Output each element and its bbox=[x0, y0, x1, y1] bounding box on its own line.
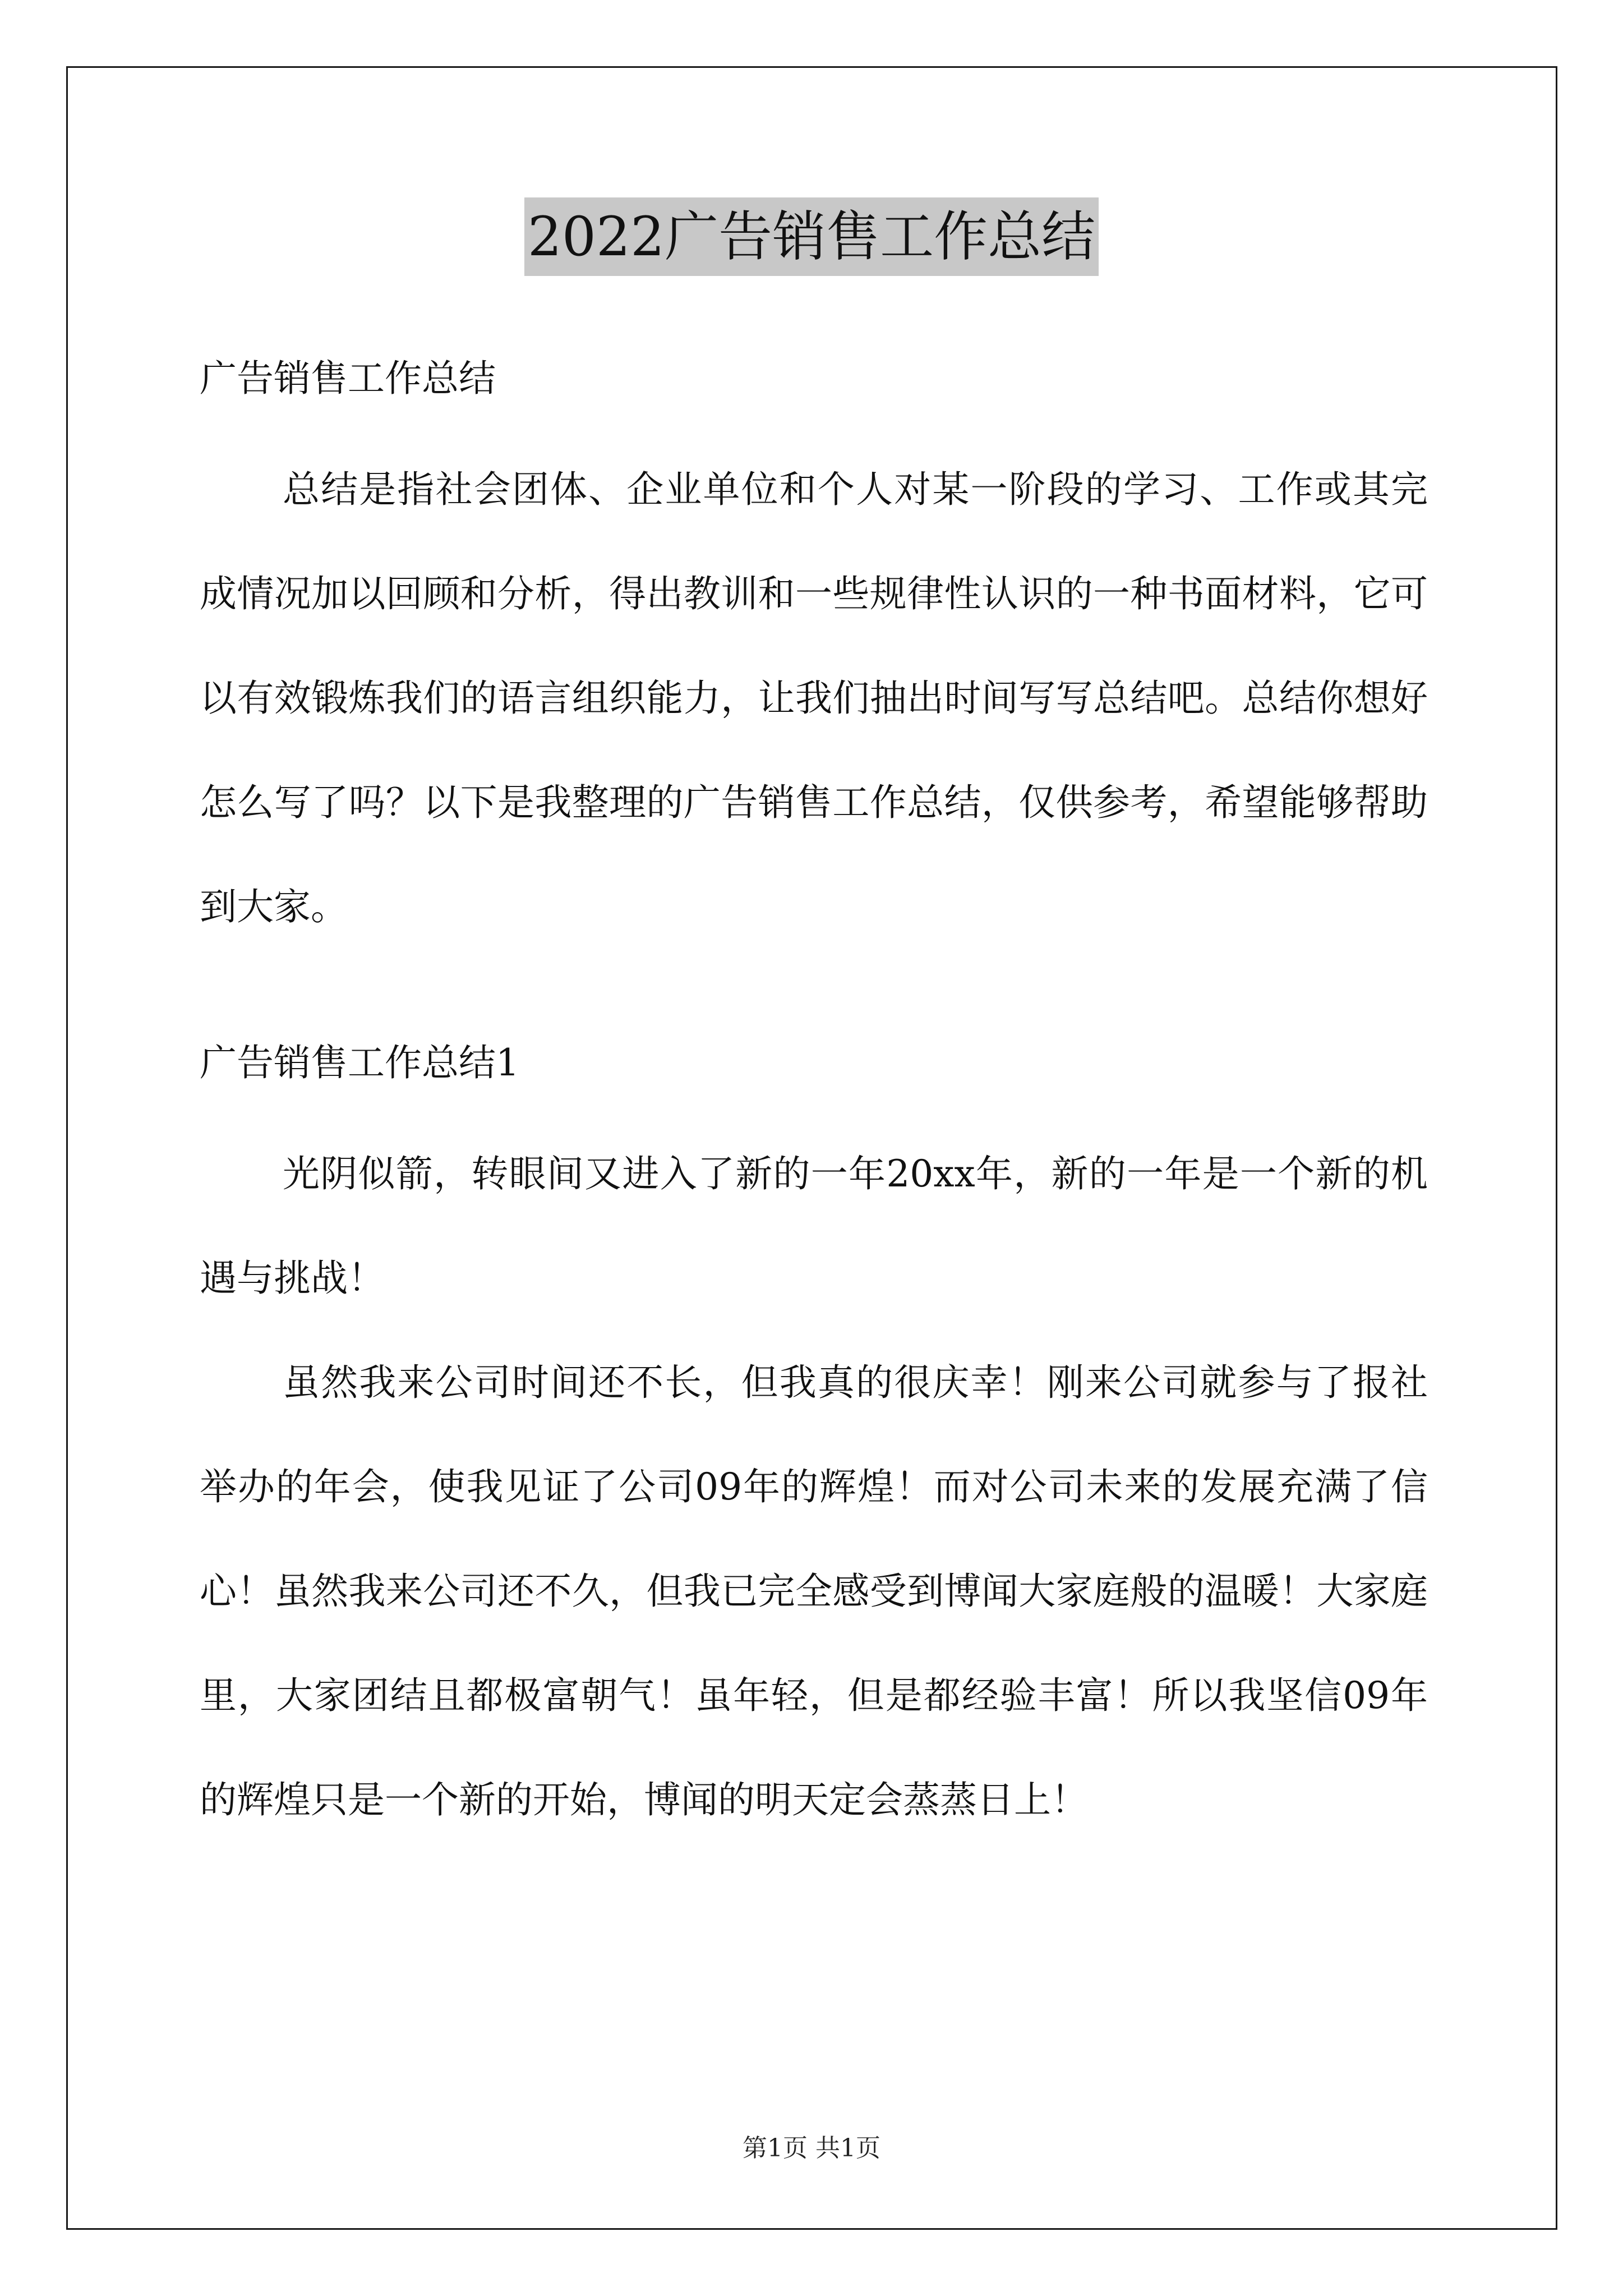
spacer bbox=[200, 1099, 1428, 1122]
spacer bbox=[200, 959, 1428, 1027]
document-body bbox=[200, 342, 1428, 1852]
intro-paragraph: 总结是指社会团体、企业单位和个人对某一阶段的学习、工作或其完成情况加以回顾和分析，得出教训和一些规律性认识的一种书面材料，它可以有效锻炼我们的语言组织能力，让我们抽出时间写写总结吧。总结你想好怎么写了吗？以下是我整理的广告销售工作总结，仅供参考，希望能够帮助到大家。 bbox=[200, 468, 1428, 928]
document-title: 2022广告销售工作总结 bbox=[524, 197, 1099, 276]
section-heading: 广告销售工作总结1 bbox=[200, 1041, 519, 1084]
spacer bbox=[200, 415, 1428, 438]
section-paragraph: 虽然我来公司时间还不长，但我真的很庆幸！刚来公司就参与了报社举办的年会，使我见证了公司09年的辉煌！而对公司未来的发展充满了信心！虽然我来公司还不久，但我已完全感受到博闻大家庭般的温暖！大家庭里，大家团结且都极富朝气！虽年轻，但是都经验丰富！所以我坚信09年的辉煌只是一个新的开始，博闻的明天定会蒸蒸日上！ bbox=[200, 1361, 1428, 1821]
section-paragraph: 光阴似箭，转眼间又进入了新的一年20xx年，新的一年是一个新的机遇与挑战！ bbox=[200, 1152, 1428, 1300]
title-container bbox=[0, 197, 1623, 276]
document-subtitle: 广告销售工作总结 bbox=[200, 357, 496, 400]
page-footer: 第1页 共1页 bbox=[743, 2134, 880, 2162]
